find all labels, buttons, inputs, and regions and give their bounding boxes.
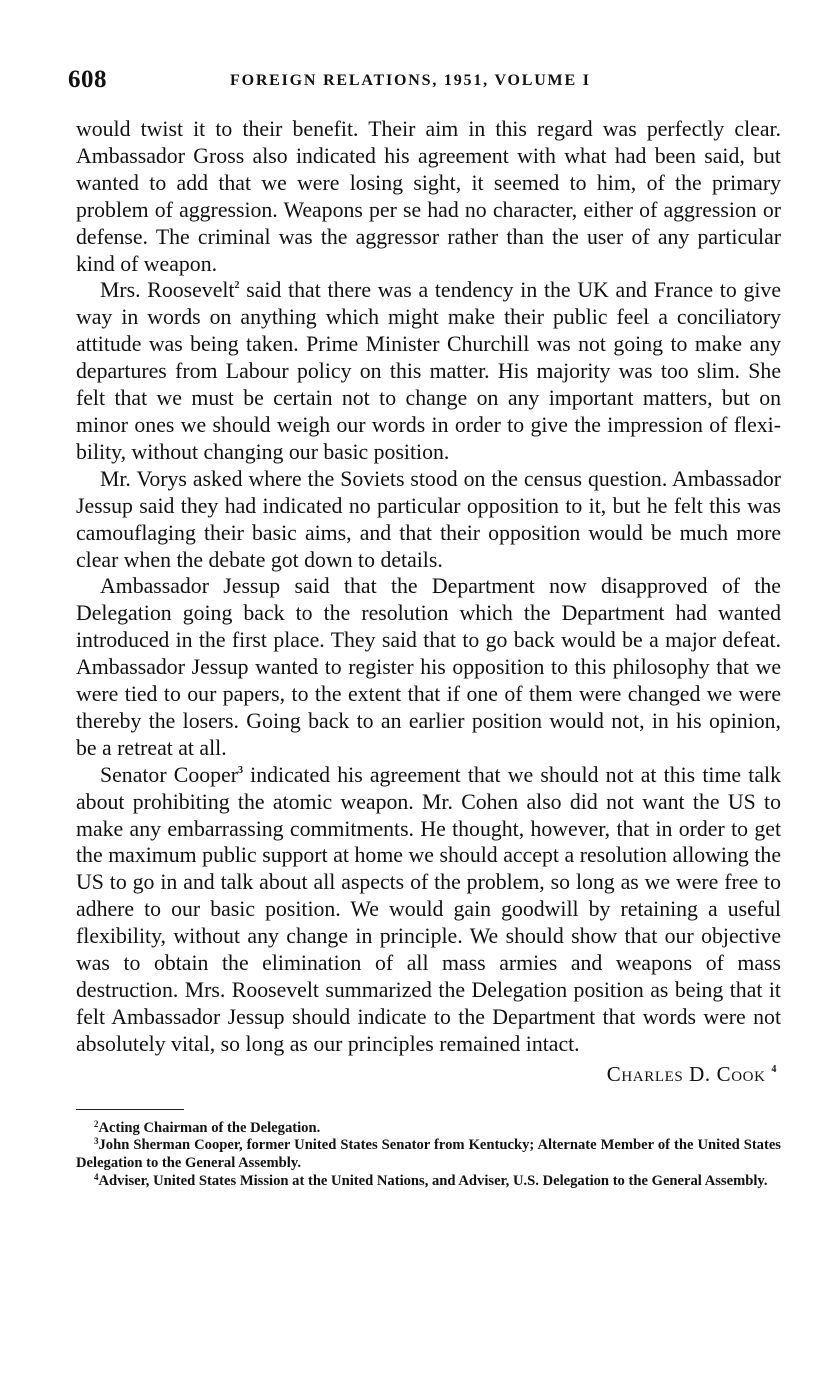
paragraph-text: said that there was a tendency in the UK and France to give way in words on anything which might make their public feel a conciliatory attitude was being taken. Prime Minister Churchill was not going to make any departures from Labour policy on this matter. His majority was too slim. She felt that we must be certain not to change on any important matters, but on minor ones we should weigh our words in order to give the impression of flexibility, without changing our basic position. — [76, 278, 782, 464]
page-header — [68, 66, 781, 96]
footnote — [76, 1120, 781, 1138]
paragraph-text: Senator Cooper — [100, 762, 238, 787]
footnote-text: Adviser, United States Mission at the United Nations, and Adviser, U.S. Delegation to the General Assembly. — [98, 1172, 768, 1189]
paragraph-text: would twist it to their benefit. Their aim in this regard was perfectly clear. Ambassador Gross also indicated his agreement with what had been said, but wanted to add that we were losing sight, it seemed to him, of the primary problem of aggression. Weapons per se had no character, either of aggression or defense. The criminal was the aggressor rather than the user of any particular kind of weapon. — [76, 117, 781, 276]
signature — [76, 1062, 781, 1087]
footnote-divider — [76, 1109, 184, 1110]
footnote-number: 4 — [94, 1171, 99, 1182]
footnote-number: 2 — [94, 1118, 99, 1129]
paragraph — [76, 277, 781, 465]
footnote — [76, 1173, 781, 1191]
footnote-text: John Sherman Cooper, former United States Senator from Kentucky; Alternate Member of the United States Delegation to the General Assembly. — [76, 1137, 781, 1171]
paragraph — [76, 466, 781, 574]
paragraph-text: indicated his agreement that we should not at this time talk about prohibiting the atomic weapon. Mr. Cohen also did not want the US to make any embarrassing commitments. He thought, however, that in order to get the maximum public support at home we should accept a resolution allowing the US to go in and talk about all aspects of the problem, so long as we were free to adhere to our basic position. We would gain goodwill by retaining a useful flexibility, without any change in principle. We should show that our objective was to obtain the elimination of all mass armies and weapons of mass destruction. Mrs. Roosevelt summarized the Delegation position as being that it felt Ambassador Jessup should indicate to the Department that words were not absolutely vital, so long as our principles remained intact. — [76, 762, 781, 1056]
footnote-reference: 3 — [237, 764, 243, 776]
signature-name: Charles D. Cook — [606, 1061, 766, 1086]
body-text — [76, 116, 781, 1058]
footnote-text: Acting Chairman of the Delegation. — [98, 1119, 321, 1136]
footnote — [76, 1137, 781, 1172]
footnotes — [76, 1120, 781, 1190]
running-head: FOREIGN RELATIONS, 1951, VOLUME I — [230, 72, 591, 89]
paragraph-text: Mrs. Roosevelt — [100, 278, 235, 303]
footnote-reference: 2 — [234, 280, 240, 292]
paragraph-text: Ambassador Jessup said that the Department now disapproved of the Delegation going back to the resolution which the Department had wanted introduced in the first place. They said that to go back would be a major defeat. Ambassador Jessup wanted to register his opposition to this philosophy that we were tied to our papers, to the extent that if one of them were changed we were thereby the losers. Going back to an earlier position would not, in his opinion, be a retreat at all. — [76, 574, 781, 760]
document-page — [68, 66, 782, 1190]
paragraph — [76, 116, 781, 277]
paragraph — [76, 573, 781, 761]
paragraph — [76, 762, 781, 1058]
page-number: 608 — [68, 66, 107, 93]
footnote-number: 3 — [94, 1136, 99, 1147]
paragraph-text: Mr. Vorys asked where the Soviets stood on the census question. Ambassador Jessup said they had indicated no particular opposition to it, but he felt this was camouflaging their basic aims, and that their opposition would be much more clear when the debate got down to details. — [76, 466, 781, 572]
footnote-reference: 4 — [771, 1063, 777, 1075]
